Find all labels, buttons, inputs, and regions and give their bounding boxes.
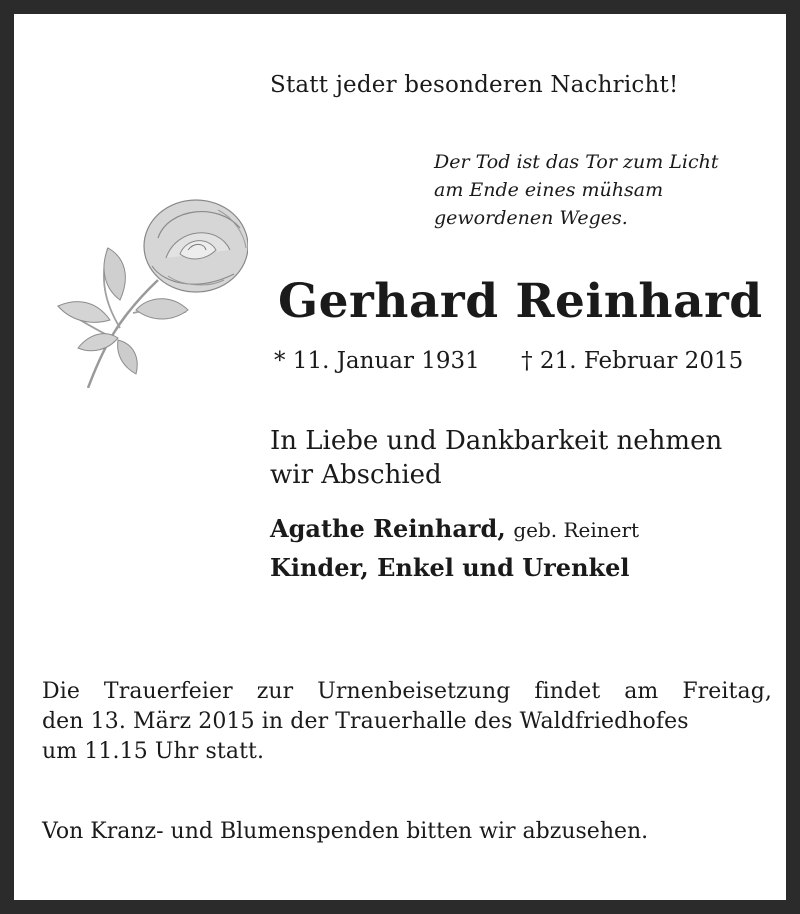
family-line-1 [270, 510, 639, 549]
rose-icon [48, 188, 248, 388]
ceremony-text [42, 677, 772, 767]
family-block [270, 510, 639, 587]
farewell-text [270, 424, 722, 492]
announcement-heading: Statt jeder besonderen Nachricht! [270, 72, 679, 98]
obituary-card [14, 14, 786, 900]
ceremony-line: den 13. März 2015 in der Trauerhalle des Waldfriedhofes [42, 709, 689, 734]
widow-name: Agathe Reinhard, [270, 514, 506, 543]
maiden-name: geb. Reinert [513, 518, 640, 542]
deceased-name: Gerhard Reinhard [278, 274, 763, 329]
death-date: † 21. Februar 2015 [521, 348, 744, 374]
quote-line: gewordenen Weges. [434, 207, 628, 229]
ceremony-line: um 11.15 Uhr statt. [42, 739, 265, 764]
quote-line: Der Tod ist das Tor zum Licht [434, 151, 719, 173]
flowers-note: Von Kranz- und Blumenspenden bitten wir abzusehen. [42, 819, 649, 844]
ceremony-line: Die Trauerfeier zur Urnenbeisetzung findet am Freitag, [42, 679, 772, 704]
birth-date: * 11. Januar 1931 [274, 348, 480, 374]
family-line-2 [270, 549, 639, 587]
farewell-line: wir Abschied [270, 460, 442, 490]
quote-line: am Ende eines mühsam [434, 179, 664, 201]
quote-block [434, 148, 719, 232]
relatives: Kinder, Enkel und Urenkel [270, 553, 630, 582]
farewell-line: In Liebe und Dankbarkeit nehmen [270, 426, 723, 456]
life-dates [274, 348, 743, 374]
